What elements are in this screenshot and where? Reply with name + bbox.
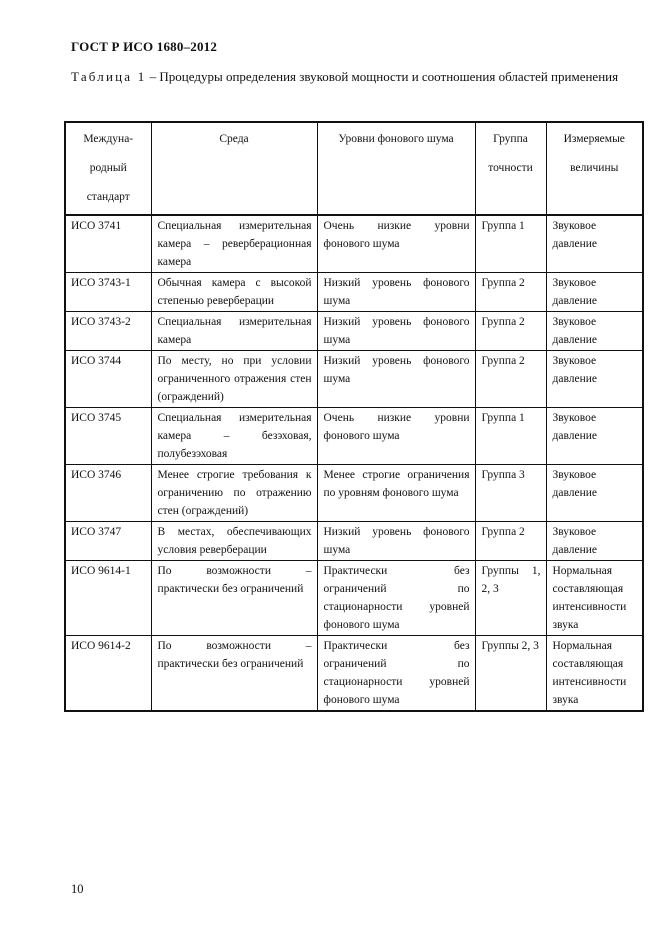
cell-environment: Специальная измерительная камера xyxy=(151,312,317,351)
cell-measured-quantities: Звуковое давление xyxy=(546,408,643,465)
cell-standard: ИСО 3741 xyxy=(65,215,151,273)
cell-environment: По возможности – практически без ограничений xyxy=(151,636,317,712)
cell-environment: По возможности – практически без ограничений xyxy=(151,561,317,636)
cell-measured-quantities: Звуковое давление xyxy=(546,522,643,561)
table-row xyxy=(65,465,643,522)
cell-standard: ИСО 3746 xyxy=(65,465,151,522)
cell-accuracy-group: Группа 1 xyxy=(475,215,546,273)
table-row xyxy=(65,312,643,351)
document-header: ГОСТ Р ИСО 1680–2012 xyxy=(71,39,218,54)
table-row xyxy=(65,215,643,273)
cell-accuracy-group: Группа 2 xyxy=(475,351,546,408)
cell-measured-quantities: Звуковое давление xyxy=(546,215,643,273)
cell-accuracy-group: Группа 3 xyxy=(475,465,546,522)
table-row xyxy=(65,273,643,312)
table-caption xyxy=(71,62,631,92)
table-caption-text: – Процедуры определения звуковой мощности и соотношения областей применения xyxy=(146,69,619,84)
cell-noise-levels: Низкий уровень фонового шума xyxy=(317,312,475,351)
cell-environment: Специальная измерительная камера – реверберационная камера xyxy=(151,215,317,273)
cell-noise-levels: Менее строгие ограничения по уровням фонового шума xyxy=(317,465,475,522)
cell-standard: ИСО 3745 xyxy=(65,408,151,465)
table-container xyxy=(64,121,642,712)
cell-measured-quantities: Звуковое давление xyxy=(546,465,643,522)
column-header-environment: Среда xyxy=(151,122,317,215)
table-row xyxy=(65,561,643,636)
cell-standard: ИСО 3743-2 xyxy=(65,312,151,351)
table-row xyxy=(65,522,643,561)
column-header-measured-quantities: Измеряемые величины xyxy=(546,122,643,215)
cell-standard: ИСО 3747 xyxy=(65,522,151,561)
cell-environment: По месту, но при условии ограниченного отражения стен (ограждений) xyxy=(151,351,317,408)
cell-environment: Обычная камера с высокой степенью реверберации xyxy=(151,273,317,312)
table-row xyxy=(65,351,643,408)
cell-noise-levels: Низкий уровень фонового шума xyxy=(317,273,475,312)
cell-standard: ИСО 9614-1 xyxy=(65,561,151,636)
cell-noise-levels: Очень низкие уровни фонового шума xyxy=(317,215,475,273)
cell-measured-quantities: Звуковое давление xyxy=(546,351,643,408)
cell-measured-quantities: Звуковое давление xyxy=(546,312,643,351)
column-header-noise-levels: Уровни фонового шума xyxy=(317,122,475,215)
cell-accuracy-group: Группы 2, 3 xyxy=(475,636,546,712)
column-header-standard: Междуна-родный стандарт xyxy=(65,122,151,215)
column-header-accuracy-group: Группа точности xyxy=(475,122,546,215)
table-header-row xyxy=(65,122,643,215)
cell-noise-levels: Практически без ограничений по стационарности уровней фонового шума xyxy=(317,561,475,636)
procedures-table xyxy=(64,121,644,712)
cell-standard: ИСО 9614-2 xyxy=(65,636,151,712)
cell-accuracy-group: Группа 1 xyxy=(475,408,546,465)
cell-environment: Специальная измерительная камера – безэховая, полубезэховая xyxy=(151,408,317,465)
page-number: 10 xyxy=(71,882,84,896)
cell-measured-quantities: Звуковое давление xyxy=(546,273,643,312)
cell-measured-quantities: Нормальная составляющая интенсивности звука xyxy=(546,561,643,636)
cell-noise-levels: Низкий уровень фонового шума xyxy=(317,522,475,561)
table-row xyxy=(65,408,643,465)
cell-standard: ИСО 3743-1 xyxy=(65,273,151,312)
cell-noise-levels: Низкий уровень фонового шума xyxy=(317,351,475,408)
cell-noise-levels: Очень низкие уровни фонового шума xyxy=(317,408,475,465)
cell-standard: ИСО 3744 xyxy=(65,351,151,408)
cell-accuracy-group: Группа 2 xyxy=(475,522,546,561)
cell-accuracy-group: Группы 1, 2, 3 xyxy=(475,561,546,636)
cell-accuracy-group: Группа 2 xyxy=(475,312,546,351)
cell-noise-levels: Практически без ограничений по стационарности уровней фонового шума xyxy=(317,636,475,712)
cell-environment: Менее строгие требования к ограничению по отражению стен (ограждений) xyxy=(151,465,317,522)
cell-environment: В местах, обеспечивающих условия реверберации xyxy=(151,522,317,561)
table-row xyxy=(65,636,643,712)
table-caption-label: Таблица 1 xyxy=(71,69,147,84)
cell-accuracy-group: Группа 2 xyxy=(475,273,546,312)
cell-measured-quantities: Нормальная составляющая интенсивности звука xyxy=(546,636,643,712)
